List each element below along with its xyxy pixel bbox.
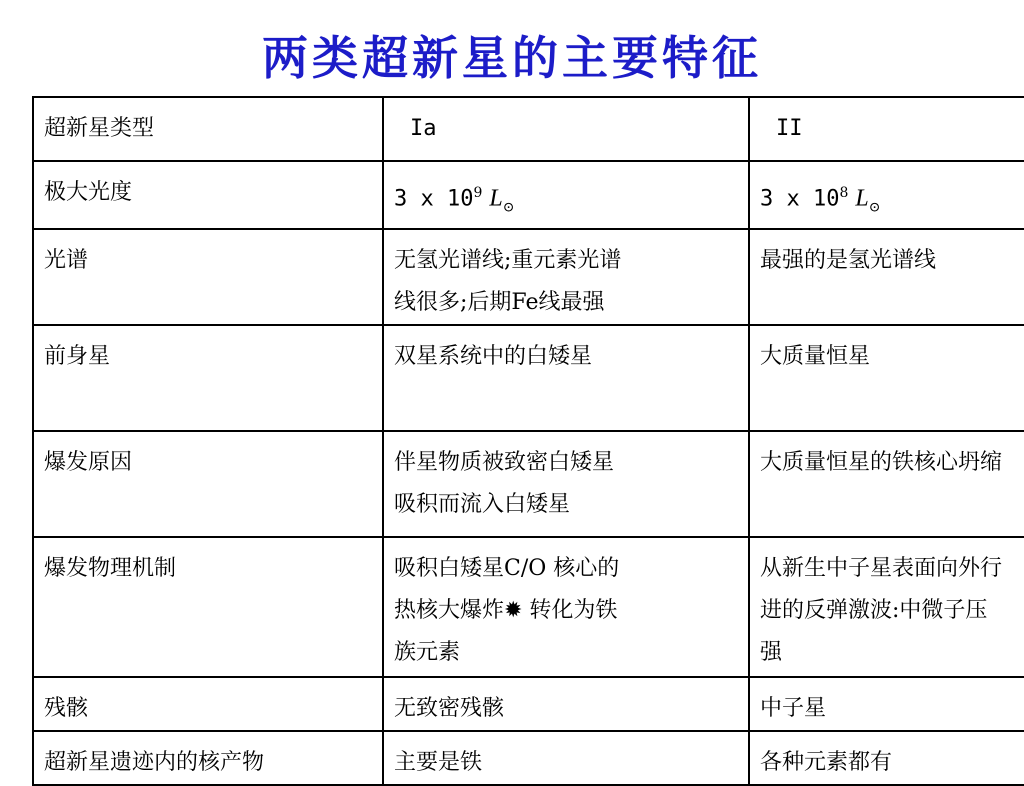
cell-ia-spectrum: [383, 229, 749, 325]
cell-line: 各种元素都有: [760, 750, 893, 776]
cell-line: 双星系统中的白矮星: [394, 344, 593, 370]
cell-line: 从新生中子星表面向外行: [760, 556, 1003, 582]
cell-ia-progenitor: [383, 325, 749, 431]
row-label: 光谱: [33, 229, 383, 325]
cell-line: 热核大爆炸✹ 转化为铁: [394, 598, 618, 624]
row-label: 前身星: [33, 325, 383, 431]
cell-line: 吸积而流入白矮星: [394, 492, 571, 518]
ia-luminosity-exponent: 9: [473, 185, 483, 201]
cell-ii-progenitor: [749, 325, 1024, 431]
cell-line: 主要是铁: [394, 750, 483, 776]
header-cell-type: 超新星类型: [33, 97, 383, 161]
table-header-row: [33, 97, 1024, 161]
cell-line: 进的反弹激波:中微子压: [760, 598, 988, 624]
header-cell-ii: [749, 97, 1024, 161]
ia-luminosity-mantissa: 3 x 10: [394, 186, 474, 212]
cell-line: 大质量恒星: [760, 344, 871, 370]
table-row: [33, 431, 1024, 537]
table-row: [33, 731, 1024, 785]
cell-ii-cause: [749, 431, 1024, 537]
cell-line: 无致密残骸: [394, 696, 505, 722]
cell-ia-remnant: [383, 677, 749, 731]
cell-line: 族元素: [394, 640, 461, 666]
table-row: [33, 537, 1024, 677]
cell-ii-luminosity: [749, 161, 1024, 229]
cell-ia-products: [383, 731, 749, 785]
cell-ii-products: [749, 731, 1024, 785]
table-row: [33, 161, 1024, 229]
table-row: [33, 677, 1024, 731]
header-cell-ia: [383, 97, 749, 161]
cell-line: 线很多;后期Fe线最强: [394, 290, 605, 316]
solar-symbol-icon: ⊙: [868, 199, 881, 216]
row-label: 残骸: [33, 677, 383, 731]
ii-luminosity-exponent: 8: [839, 185, 849, 201]
ia-luminosity-unit: L: [489, 185, 503, 212]
row-label: 爆发物理机制: [33, 537, 383, 677]
row-label: 爆发原因: [33, 431, 383, 537]
solar-symbol-icon: ⊙: [502, 199, 515, 216]
cell-line: 无氢光谱线;重元素光谱: [394, 248, 622, 274]
cell-ii-remnant: [749, 677, 1024, 731]
cell-ii-mechanism: [749, 537, 1024, 677]
table-row: [33, 229, 1024, 325]
table-row: [33, 325, 1024, 431]
cell-line: 伴星物质被致密白矮星: [394, 450, 615, 476]
header-ia-label: Ia: [410, 116, 437, 141]
cell-line: 中子星: [760, 696, 827, 722]
supernova-comparison-table: [32, 96, 1024, 786]
cell-ia-mechanism: [383, 537, 749, 677]
row-label: 极大光度: [33, 161, 383, 229]
cell-ii-spectrum: [749, 229, 1024, 325]
cell-ia-luminosity: [383, 161, 749, 229]
cell-line: 大质量恒星的铁核心坍缩: [760, 450, 1003, 476]
header-ii-label: II: [776, 116, 803, 141]
ii-luminosity-mantissa: 3 x 10: [760, 186, 840, 212]
cell-line: 最强的是氢光谱线: [760, 248, 937, 274]
row-label: 超新星遗迹内的核产物: [33, 731, 383, 785]
ii-luminosity-unit: L: [855, 185, 869, 212]
cell-line: 吸积白矮星C/O 核心的: [394, 556, 620, 582]
cell-line: 强: [760, 640, 783, 666]
page-title: 两类超新星的主要特征: [262, 31, 762, 85]
cell-ia-cause: [383, 431, 749, 537]
